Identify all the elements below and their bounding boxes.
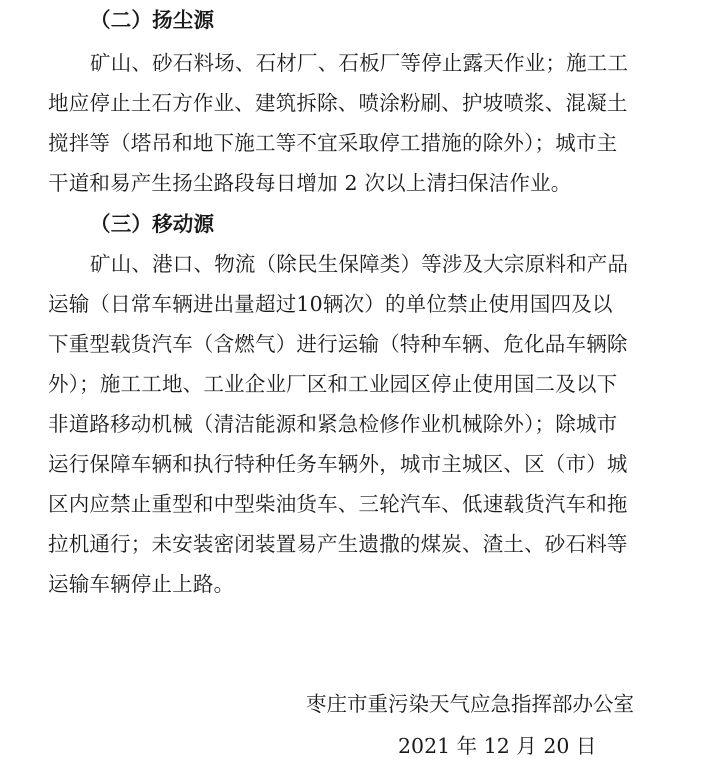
- paragraph-line: 矿山、砂石料场、石材厂、石板厂等停止露天作业；施工工: [90, 51, 629, 75]
- paragraph-line: 矿山、港口、物流（除民生保障类）等涉及大宗原料和产品: [90, 252, 629, 276]
- paragraph-line: 地应停止土石方作业、建筑拆除、喷涂粉刷、护坡喷浆、混凝土: [48, 91, 628, 115]
- paragraph-line: 下重型载货汽车（含燃气）进行运输（特种车辆、危化品车辆除: [48, 332, 628, 356]
- paragraph-line: 拉机通行；未安装密闭装置易产生遗撒的煤炭、渣土、砂石料等: [48, 532, 628, 556]
- paragraph-line: 运输（日常车辆进出量超过10辆次）的单位禁止使用国四及以: [48, 292, 613, 316]
- paragraph-line: 外）；施工工地、工业企业厂区和工业园区停止使用国二及以下: [48, 372, 618, 396]
- paragraph-line: 运输车辆停止上路。: [48, 572, 235, 596]
- paragraph-line: 非道路移动机械（清洁能源和紧急检修作业机械除外）；除城市: [48, 412, 618, 436]
- section-heading-dust: （二）扬尘源: [90, 8, 215, 32]
- paragraph-line: 搅拌等（塔吊和地下施工等不宜采取停工措施的除外）；城市主: [48, 131, 618, 155]
- signature-date: 2021 年 12 月 20 日: [398, 734, 597, 758]
- paragraph-line: 运行保障车辆和执行特种任务车辆外，城市主城区、区（市）城: [48, 452, 628, 476]
- paragraph-line: 干道和易产生扬尘路段每日增加 2 次以上清扫保洁作业。: [48, 171, 572, 195]
- signature-organization: 枣庄市重污染天气应急指挥部办公室: [306, 692, 634, 716]
- paragraph-line: 区内应禁止重型和中型柴油货车、三轮汽车、低速载货汽车和拖: [48, 492, 628, 516]
- section-heading-mobile: （三）移动源: [90, 212, 215, 236]
